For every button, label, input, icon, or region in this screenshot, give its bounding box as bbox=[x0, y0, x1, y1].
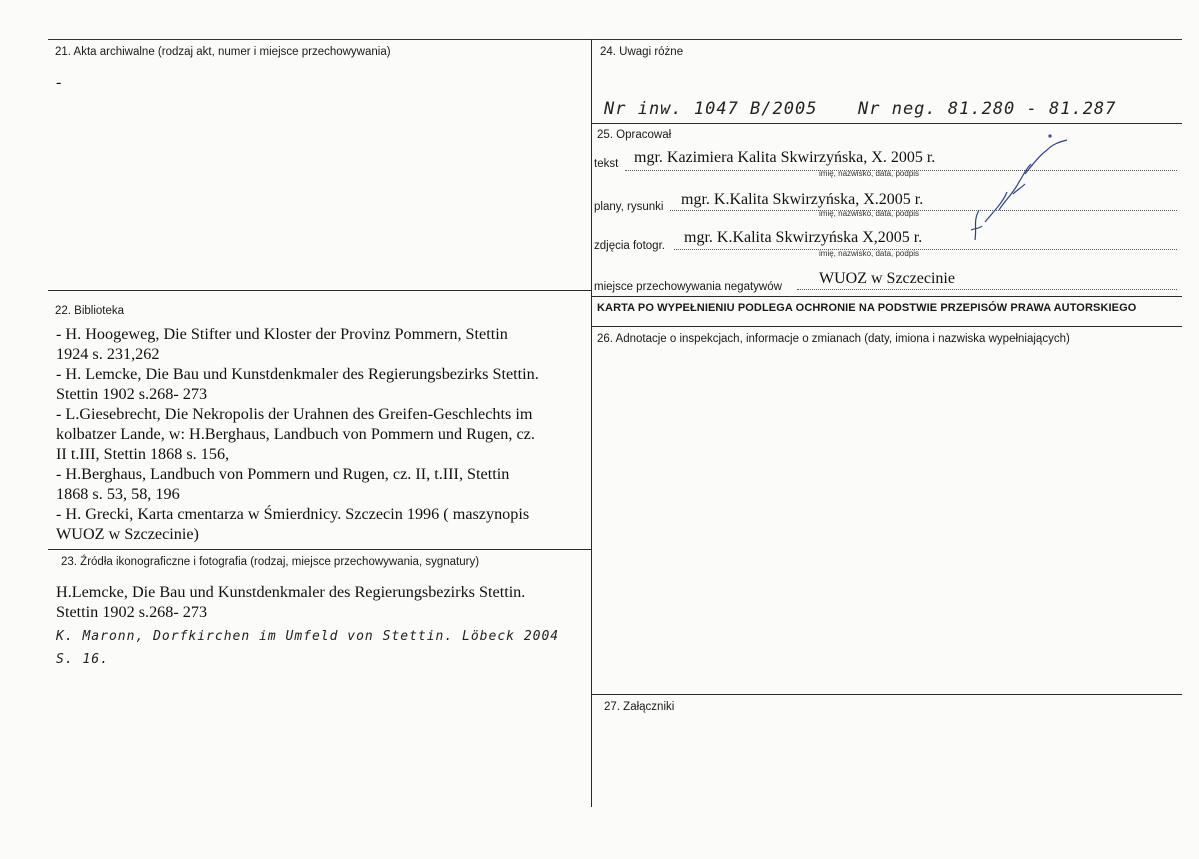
bibliography-line: WUOZ w Szczecinie) bbox=[56, 525, 199, 543]
section-23-label: 23. Źródła ikonograficzne i fotografia (rodzaj, miejsce przechowywania, sygnatury) bbox=[61, 556, 480, 568]
row-plany-dotted-line bbox=[670, 210, 1177, 211]
section-24-label: 24. Uwagi różne bbox=[600, 46, 684, 58]
bibliography-line: - H. Lemcke, Die Bau und Kunstdenkmaler des Regierungsbezirks Stettin. bbox=[56, 365, 539, 383]
section-23-handwritten-line-1: K. Maronn, Dorfkirchen im Umfeld von Stettin. Löbeck 2004 bbox=[56, 629, 560, 644]
row-tekst-label: tekst bbox=[594, 158, 619, 170]
row-tekst-value: mgr. Kazimiera Kalita Skwirzyńska, X. 2005 r. bbox=[634, 149, 936, 166]
negatives-location-label: miejsce przechowywania negatywów bbox=[594, 281, 782, 293]
section-23-handwritten-line-2: S. 16. bbox=[56, 652, 109, 667]
section-26-label: 26. Adnotacje o inspekcjach, informacje o zmianach (daty, imiona i nazwiska wypełniających) bbox=[597, 333, 1070, 345]
divider-26-27 bbox=[591, 694, 1182, 695]
bibliography-line: II t.III, Stettin 1868 s. 156, bbox=[56, 445, 230, 463]
bibliography-line: 1924 s. 231,262 bbox=[56, 345, 160, 363]
copyright-notice: KARTA PO WYPEŁNIENIU PODLEGA OCHRONIE NA PODSTWIE PRZEPISÓW PRAWA AUTORSKIEGO bbox=[597, 302, 1137, 314]
section-27-label: 27. Załączniki bbox=[604, 701, 675, 713]
divider-notice-26 bbox=[591, 326, 1182, 327]
row-tekst-caption: imię, nazwisko, data, podpis bbox=[819, 169, 920, 178]
source-line: H.Lemcke, Die Bau und Kunstdenkmaler des Regierungsbezirks Stettin. bbox=[56, 583, 526, 601]
divider-21-22 bbox=[48, 290, 591, 291]
divider-24-25 bbox=[591, 123, 1182, 124]
section-22-bibliography bbox=[56, 324, 588, 544]
section-21-value: - bbox=[56, 73, 62, 91]
bibliography-line: - H.Berghaus, Landbuch von Pommern und Rugen, cz. II, t.III, Stettin bbox=[56, 465, 510, 483]
divider-22-23 bbox=[48, 549, 591, 550]
signature-icon bbox=[955, 130, 1075, 250]
section-22-label: 22. Biblioteka bbox=[55, 305, 125, 317]
row-plany-label: plany, rysunki bbox=[594, 201, 664, 213]
row-plany-caption: imię, nazwisko, data, podpis bbox=[819, 209, 920, 218]
row-zdjecia-caption: imię, nazwisko, data, podpis bbox=[819, 249, 920, 258]
bibliography-line: - L.Giesebrecht, Die Nekropolis der Urahnen des Greifen-Geschlechts im bbox=[56, 405, 533, 423]
source-line: Stettin 1902 s.268- 273 bbox=[56, 603, 208, 621]
negatives-location-value: WUOZ w Szczecinie bbox=[819, 270, 955, 287]
section-21-label: 21. Akta archiwalne (rodzaj akt, numer i miejsce przechowywania) bbox=[55, 46, 391, 58]
top-rule bbox=[48, 39, 1182, 40]
negative-number-handwritten: Nr neg. 81.280 - 81.287 bbox=[858, 99, 1117, 119]
section-25-label: 25. Opracował bbox=[597, 129, 672, 141]
bibliography-line: kolbatzer Lande, w: H.Berghaus, Landbuch von Pommern und Rugen, cz. bbox=[56, 425, 535, 443]
row-plany-value: mgr. K.Kalita Skwirzyńska, X.2005 r. bbox=[681, 191, 924, 208]
divider-25-notice-top bbox=[591, 296, 1182, 297]
bibliography-line: - H. Grecki, Karta cmentarza w Śmierdnicy. Szczecin 1996 ( maszynopis bbox=[56, 505, 530, 523]
row-zdjecia-label: zdjęcia fotogr. bbox=[594, 240, 665, 252]
section-23-sources bbox=[56, 582, 588, 622]
row-zdjecia-dotted-line bbox=[674, 249, 1177, 250]
bibliography-line: Stettin 1902 s.268- 273 bbox=[56, 385, 208, 403]
negatives-dotted-line bbox=[797, 289, 1177, 290]
row-zdjecia-value: mgr. K.Kalita Skwirzyńska X,2005 r. bbox=[684, 229, 923, 246]
bibliography-line: 1868 s. 53, 58, 196 bbox=[56, 485, 180, 503]
inventory-number-handwritten: Nr inw. 1047 B/2005 bbox=[604, 99, 818, 119]
bibliography-line: - H. Hoogeweg, Die Stifter und Kloster der Provinz Pommern, Stettin bbox=[56, 325, 508, 343]
center-divider bbox=[591, 39, 592, 807]
